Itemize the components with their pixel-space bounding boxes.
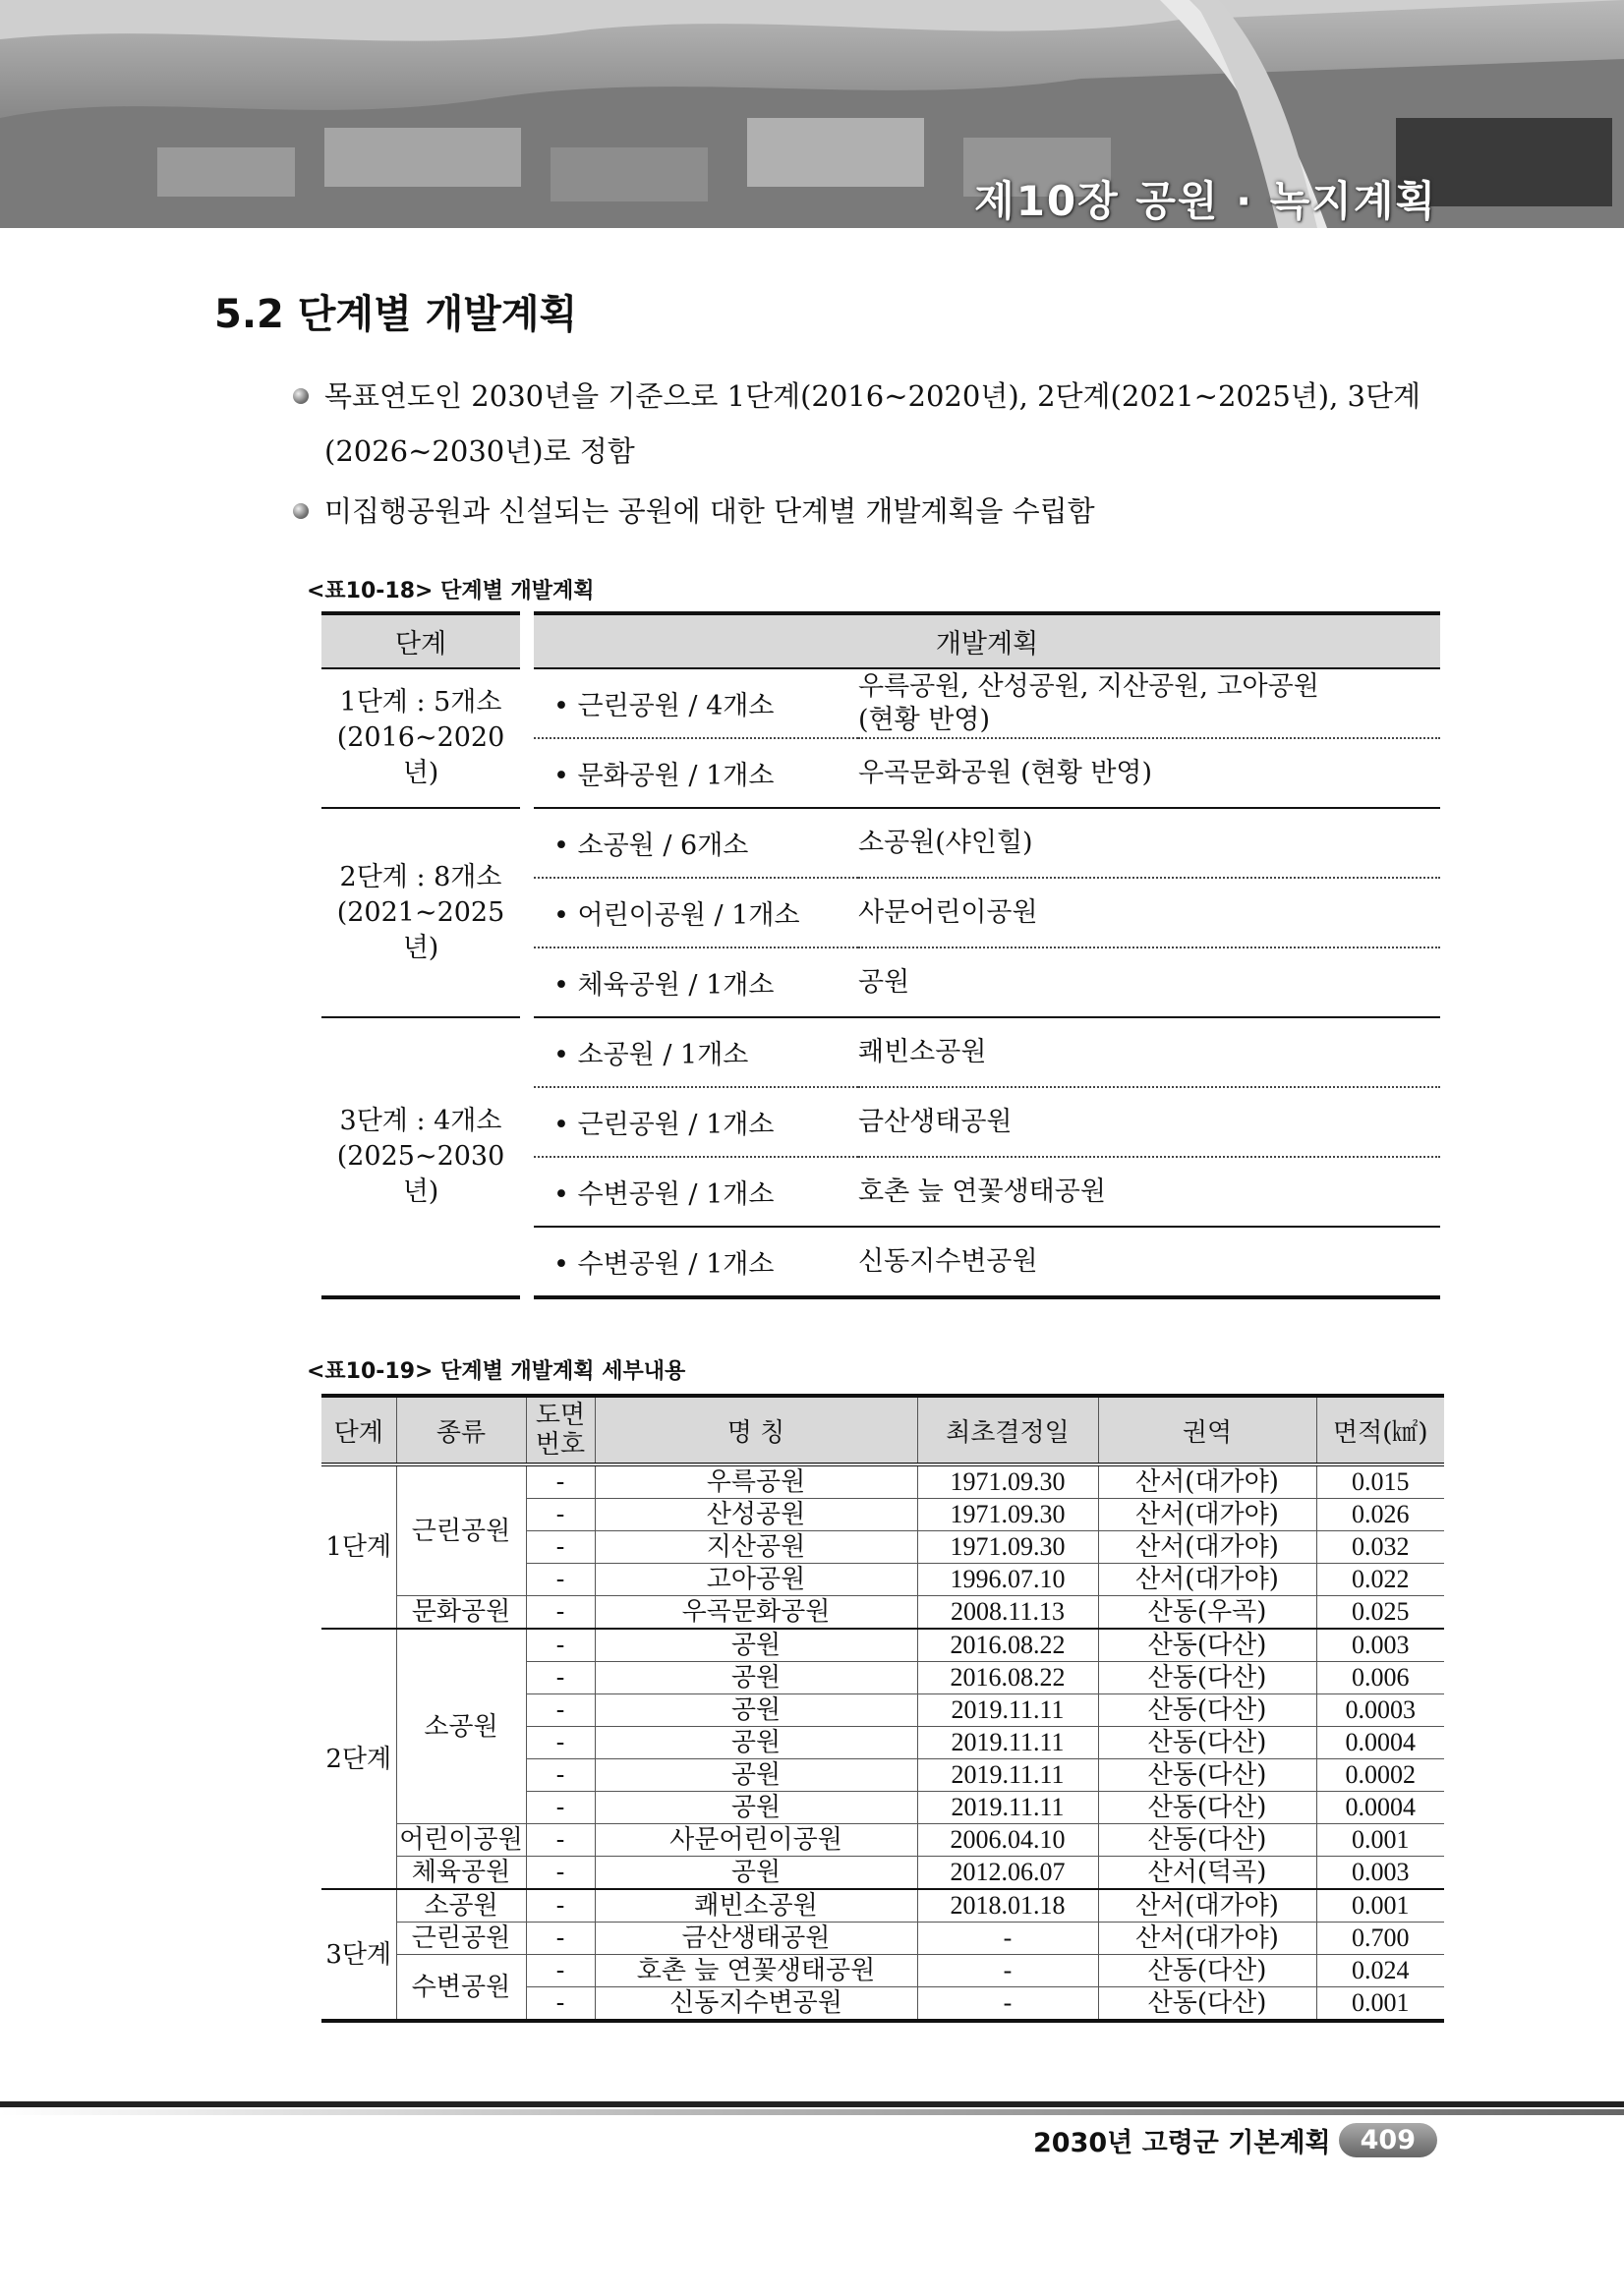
cell-no: - [526,1923,595,1955]
table1-kind: • 수변공원 / 1개소 [534,1227,858,1297]
cell-name: 공원 [595,1629,917,1662]
stage-label: 1단계 : 5개소 [339,687,502,718]
table1-stage-cell [321,808,520,1017]
cell-date: 2016.08.22 [917,1662,1098,1694]
cell-date: - [917,1923,1098,1955]
table-row [321,1464,1444,1499]
bullet-item [324,484,1440,539]
table1-header-plan: 개발계획 [534,613,1440,668]
stage-period: (2021∼2025년) [336,896,505,963]
table2-kind: 근린공원 [396,1923,526,1955]
table1-stage-plan [321,611,1440,1299]
table1-plan: 소공원(샤인힐) [858,808,1440,878]
cell-size: 0.003 [1316,1857,1444,1890]
cell-no: - [526,1792,595,1824]
bullet-item [324,369,1440,479]
cell-size: 0.001 [1316,1987,1444,2022]
cell-name: 공원 [595,1792,917,1824]
table1-stage-cell [321,668,520,808]
table1-plan: 호촌 늪 연꽃생태공원 [858,1157,1440,1227]
table2-caption: <표10-19> 단계별 개발계획 세부내용 [307,1359,686,1384]
cell-date: 2018.01.18 [917,1889,1098,1923]
cell-date: 2008.11.13 [917,1596,1098,1630]
cell-area: 산동(다산) [1098,1694,1316,1727]
cell-date: 1996.07.10 [917,1564,1098,1596]
table2-kind: 수변공원 [396,1955,526,2022]
table1-kind: • 소공원 / 1개소 [534,1017,858,1087]
bullet-icon [293,503,309,519]
cell-name: 금산생태공원 [595,1923,917,1955]
cell-no: - [526,1759,595,1792]
stage-label: 2단계 : 8개소 [339,861,502,892]
cell-area: 산서(대가야) [1098,1564,1316,1596]
cell-date: 2019.11.11 [917,1694,1098,1727]
table-row [321,1955,1444,1987]
table2-stage: 2단계 [321,1629,396,1889]
cell-date: 1971.09.30 [917,1464,1098,1499]
table2-stage-detail [321,1394,1444,2023]
table1-kind: • 소공원 / 6개소 [534,808,858,878]
stage-period: (2016∼2020년) [336,722,505,788]
table1-plan: 쾌빈소공원 [858,1017,1440,1087]
table1-stage-cell [321,1017,520,1297]
table1-kind: • 어린이공원 / 1개소 [534,878,858,947]
cell-area: 산서(대가야) [1098,1923,1316,1955]
cell-no: - [526,1564,595,1596]
chapter-title: 제10장 공원 · 녹지계획 [974,177,1437,225]
table-row [321,1629,1444,1662]
cell-date: 2012.06.07 [917,1857,1098,1890]
cell-date: 2006.04.10 [917,1824,1098,1857]
table1-caption: <표10-18> 단계별 개발계획 [307,579,595,603]
cell-area: 산동(다산) [1098,1727,1316,1759]
cell-size: 0.022 [1316,1564,1444,1596]
table-row [321,1923,1444,1955]
cell-size: 0.026 [1316,1499,1444,1531]
plan-line: 우륵공원, 산성공원, 지산공원, 고아공원 [858,670,1319,702]
table2-header: 최초결정일 [917,1396,1098,1464]
cell-name: 우곡문화공원 [595,1596,917,1630]
cell-area: 산서(대가야) [1098,1464,1316,1499]
cell-size: 0.015 [1316,1464,1444,1499]
cell-size: 0.700 [1316,1923,1444,1955]
cell-no: - [526,1596,595,1630]
cell-date: - [917,1987,1098,2022]
cell-size: 0.0004 [1316,1792,1444,1824]
cell-date: 2016.08.22 [917,1629,1098,1662]
table2-header [526,1396,595,1464]
cell-name: 호촌 늪 연꽃생태공원 [595,1955,917,1987]
cell-area: 산동(다산) [1098,1824,1316,1857]
table2-kind: 체육공원 [396,1857,526,1890]
table1-plan: 우곡문화공원 (현황 반영) [858,738,1440,808]
cell-area: 산동(다산) [1098,1792,1316,1824]
cell-name: 우륵공원 [595,1464,917,1499]
cell-name: 공원 [595,1694,917,1727]
table-row [321,1824,1444,1857]
cell-name: 공원 [595,1662,917,1694]
cell-no: - [526,1857,595,1890]
table1-kind: • 근린공원 / 1개소 [534,1087,858,1157]
cell-area: 산서(대가야) [1098,1531,1316,1564]
cell-size: 0.025 [1316,1596,1444,1630]
cell-name: 공원 [595,1857,917,1890]
table2-stage: 3단계 [321,1889,396,2021]
bullet-text: 미집행공원과 신설되는 공원에 대한 단계별 개발계획을 수립함 [324,494,1095,528]
table1-plan: 사문어린이공원 [858,878,1440,947]
table1-plan [858,668,1440,738]
table2-header: 명 칭 [595,1396,917,1464]
cell-date: 2019.11.11 [917,1727,1098,1759]
cell-size: 0.0002 [1316,1759,1444,1792]
table2-kind: 어린이공원 [396,1824,526,1857]
cell-area: 산동(다산) [1098,1987,1316,2022]
cell-date: 1971.09.30 [917,1531,1098,1564]
footer-book-title: 2030년 고령군 기본계획 [1033,2128,1331,2158]
cell-area: 산서(덕곡) [1098,1857,1316,1890]
table2-kind: 근린공원 [396,1464,526,1596]
cell-date: - [917,1955,1098,1987]
section-title: 5.2 단계별 개발계획 [214,292,578,337]
cell-name: 쾌빈소공원 [595,1889,917,1923]
cell-name: 공원 [595,1727,917,1759]
cell-name: 공원 [595,1759,917,1792]
cell-size: 0.001 [1316,1889,1444,1923]
cell-area: 산서(대가야) [1098,1499,1316,1531]
table2-header: 권역 [1098,1396,1316,1464]
cell-date: 2019.11.11 [917,1759,1098,1792]
cell-name: 신동지수변공원 [595,1987,917,2022]
cell-size: 0.0003 [1316,1694,1444,1727]
cell-size: 0.001 [1316,1824,1444,1857]
table1-header-stage: 단계 [321,613,520,668]
table2-header: 단계 [321,1396,396,1464]
cell-area: 산동(다산) [1098,1759,1316,1792]
cell-no: - [526,1955,595,1987]
cell-area: 산동(우곡) [1098,1596,1316,1630]
cell-no: - [526,1531,595,1564]
table1-plan: 금산생태공원 [858,1087,1440,1157]
cell-no: - [526,1464,595,1499]
table2-header-drawing-no: 도면 번호 [535,1401,586,1460]
header-banner [0,0,1624,228]
stage-label: 3단계 : 4개소 [339,1106,502,1136]
cell-size: 0.003 [1316,1629,1444,1662]
table2-header: 종류 [396,1396,526,1464]
footer-rule [0,2101,1624,2107]
cell-size: 0.0004 [1316,1727,1444,1759]
cell-no: - [526,1662,595,1694]
page-number: 409 [1339,2123,1437,2157]
cell-no: - [526,1499,595,1531]
cell-area: 산동(다산) [1098,1955,1316,1987]
table1-kind: • 수변공원 / 1개소 [534,1157,858,1227]
bullet-icon [293,388,309,404]
cell-name: 지산공원 [595,1531,917,1564]
table2-stage: 1단계 [321,1464,396,1629]
bullet-text: 목표연도인 2030년을 기준으로 1단계(2016∼2020년), 2단계(2021∼2025년), 3단계(2026∼2030년)로 정함 [324,379,1421,468]
table-row [321,1889,1444,1923]
table2-kind: 소공원 [396,1889,526,1923]
cell-name: 사문어린이공원 [595,1824,917,1857]
cell-no: - [526,1889,595,1923]
cell-date: 1971.09.30 [917,1499,1098,1531]
cell-no: - [526,1629,595,1662]
table1-kind: • 문화공원 / 1개소 [534,738,858,808]
cell-size: 0.032 [1316,1531,1444,1564]
page-footer [1033,2121,1437,2159]
cell-size: 0.024 [1316,1955,1444,1987]
table2-kind: 소공원 [396,1629,526,1824]
table1-plan: 신동지수변공원 [858,1227,1440,1297]
cell-area: 산서(대가야) [1098,1889,1316,1923]
plan-line: (현황 반영) [858,704,990,735]
table-row [321,1857,1444,1890]
cell-date: 2019.11.11 [917,1792,1098,1824]
footer-rule-gradient [0,2109,1624,2115]
stage-period: (2025∼2030년) [336,1141,505,1207]
table-row [321,1596,1444,1630]
cell-area: 산동(다산) [1098,1629,1316,1662]
table1-kind: • 체육공원 / 1개소 [534,947,858,1017]
table2-header: 면적(㎢) [1316,1396,1444,1464]
cell-size: 0.006 [1316,1662,1444,1694]
table2-kind: 문화공원 [396,1596,526,1630]
cell-name: 산성공원 [595,1499,917,1531]
cell-no: - [526,1694,595,1727]
table1-kind: • 근린공원 / 4개소 [534,668,858,738]
cell-no: - [526,1824,595,1857]
table1-plan: 공원 [858,947,1440,1017]
cell-name: 고아공원 [595,1564,917,1596]
cell-area: 산동(다산) [1098,1662,1316,1694]
cell-no: - [526,1987,595,2022]
cell-no: - [526,1727,595,1759]
